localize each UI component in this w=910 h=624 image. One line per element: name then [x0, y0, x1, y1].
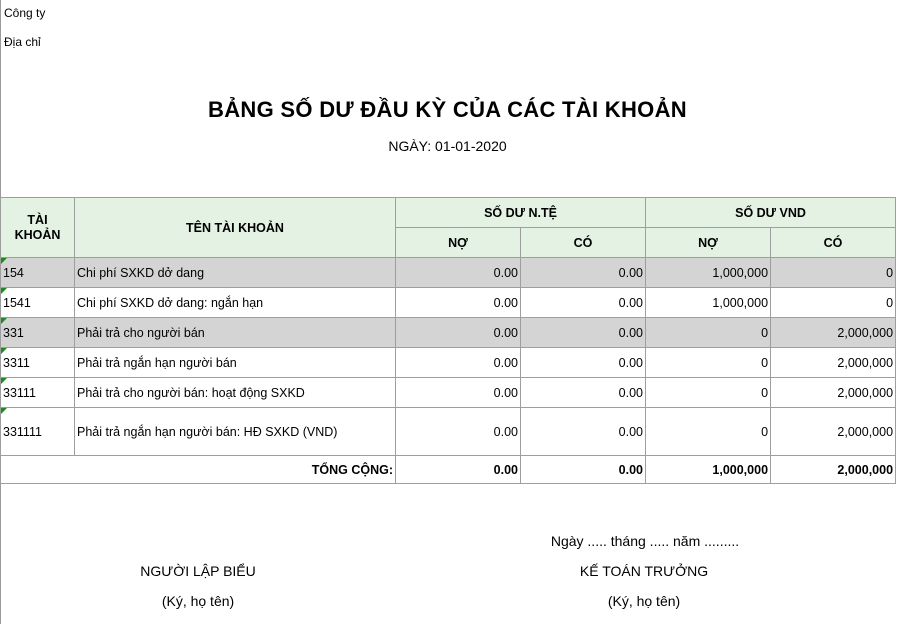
- account-name[interactable]: Phải trả cho người bán: hoạt động SXKD: [75, 378, 396, 408]
- total-vnd-debit[interactable]: 1,000,000: [646, 456, 771, 484]
- fx-debit-cell[interactable]: 0.00: [396, 408, 521, 456]
- total-row[interactable]: [1, 456, 896, 484]
- vnd-debit-cell[interactable]: 1,000,000: [646, 258, 771, 288]
- fx-debit-cell[interactable]: 0.00: [396, 348, 521, 378]
- total-label[interactable]: TỔNG CỘNG:: [1, 456, 396, 484]
- company-label: Công ty: [4, 6, 46, 20]
- table-row[interactable]: [1, 318, 896, 348]
- col-header-vnd-credit: CÓ: [771, 228, 896, 258]
- vnd-credit-cell[interactable]: 2,000,000: [771, 378, 896, 408]
- vnd-debit-cell[interactable]: 1,000,000: [646, 288, 771, 318]
- col-header-vnd-balance: SỐ DƯ VND: [646, 198, 896, 228]
- fx-debit-cell[interactable]: 0.00: [396, 258, 521, 288]
- chief-accountant-signature-note: (Ký, họ tên): [607, 593, 681, 609]
- total-fx-debit[interactable]: 0.00: [396, 456, 521, 484]
- preparer-signature-note: (Ký, họ tên): [161, 593, 235, 609]
- vnd-credit-cell[interactable]: 2,000,000: [771, 348, 896, 378]
- fx-credit-cell[interactable]: 0.00: [521, 318, 646, 348]
- account-code[interactable]: 331111: [1, 408, 75, 456]
- col-header-fx-credit: CÓ: [521, 228, 646, 258]
- fx-credit-cell[interactable]: 0.00: [521, 288, 646, 318]
- vnd-debit-cell[interactable]: 0: [646, 378, 771, 408]
- account-name[interactable]: Phải trả ngắn hạn người bán: HĐ SXKD (VND): [75, 408, 396, 456]
- table-row[interactable]: [1, 258, 896, 288]
- vnd-debit-cell[interactable]: 0: [646, 318, 771, 348]
- fx-debit-cell[interactable]: 0.00: [396, 288, 521, 318]
- fx-debit-cell[interactable]: 0.00: [396, 318, 521, 348]
- preparer-title: NGƯỜI LẬP BIỂU: [140, 563, 256, 579]
- table-row[interactable]: [1, 348, 896, 378]
- fx-credit-cell[interactable]: 0.00: [521, 378, 646, 408]
- account-code[interactable]: 154: [1, 258, 75, 288]
- report-title: BẢNG SỐ DƯ ĐẦU KỲ CỦA CÁC TÀI KHOẢN: [208, 97, 687, 122]
- col-header-account-name: TÊN TÀI KHOẢN: [75, 198, 396, 258]
- fx-credit-cell[interactable]: 0.00: [521, 258, 646, 288]
- footer-date-line: Ngày ..... tháng ..... năm .........: [550, 533, 740, 549]
- total-vnd-credit[interactable]: 2,000,000: [771, 456, 896, 484]
- vnd-credit-cell[interactable]: 0: [771, 288, 896, 318]
- account-name[interactable]: Phải trả cho người bán: [75, 318, 396, 348]
- table-row[interactable]: [1, 288, 896, 318]
- fx-debit-cell[interactable]: 0.00: [396, 378, 521, 408]
- vnd-credit-cell[interactable]: 2,000,000: [771, 318, 896, 348]
- account-code[interactable]: 331: [1, 318, 75, 348]
- account-name[interactable]: Phải trả ngắn hạn người bán: [75, 348, 396, 378]
- vnd-debit-cell[interactable]: 0: [646, 348, 771, 378]
- chief-accountant-title: KẾ TOÁN TRƯỞNG: [579, 563, 709, 579]
- col-header-fx-debit: NỢ: [396, 228, 521, 258]
- account-code[interactable]: 33111: [1, 378, 75, 408]
- table-row[interactable]: [1, 378, 896, 408]
- account-name[interactable]: Chi phí SXKD dở dang: [75, 258, 396, 288]
- vnd-credit-cell[interactable]: 0: [771, 258, 896, 288]
- table-row[interactable]: [1, 408, 896, 456]
- fx-credit-cell[interactable]: 0.00: [521, 408, 646, 456]
- balance-table: [0, 197, 896, 484]
- report-date: NGÀY: 01-01-2020: [388, 138, 507, 154]
- address-label: Địa chỉ: [4, 35, 41, 49]
- col-header-vnd-debit: NỢ: [646, 228, 771, 258]
- vnd-debit-cell[interactable]: 0: [646, 408, 771, 456]
- total-fx-credit[interactable]: 0.00: [521, 456, 646, 484]
- account-code[interactable]: 3311: [1, 348, 75, 378]
- account-name[interactable]: Chi phí SXKD dở dang: ngắn hạn: [75, 288, 396, 318]
- vnd-credit-cell[interactable]: 2,000,000: [771, 408, 896, 456]
- fx-credit-cell[interactable]: 0.00: [521, 348, 646, 378]
- col-header-account: TÀI KHOẢN: [1, 198, 75, 258]
- account-code[interactable]: 1541: [1, 288, 75, 318]
- col-header-foreign-balance: SỐ DƯ N.TỆ: [396, 198, 646, 228]
